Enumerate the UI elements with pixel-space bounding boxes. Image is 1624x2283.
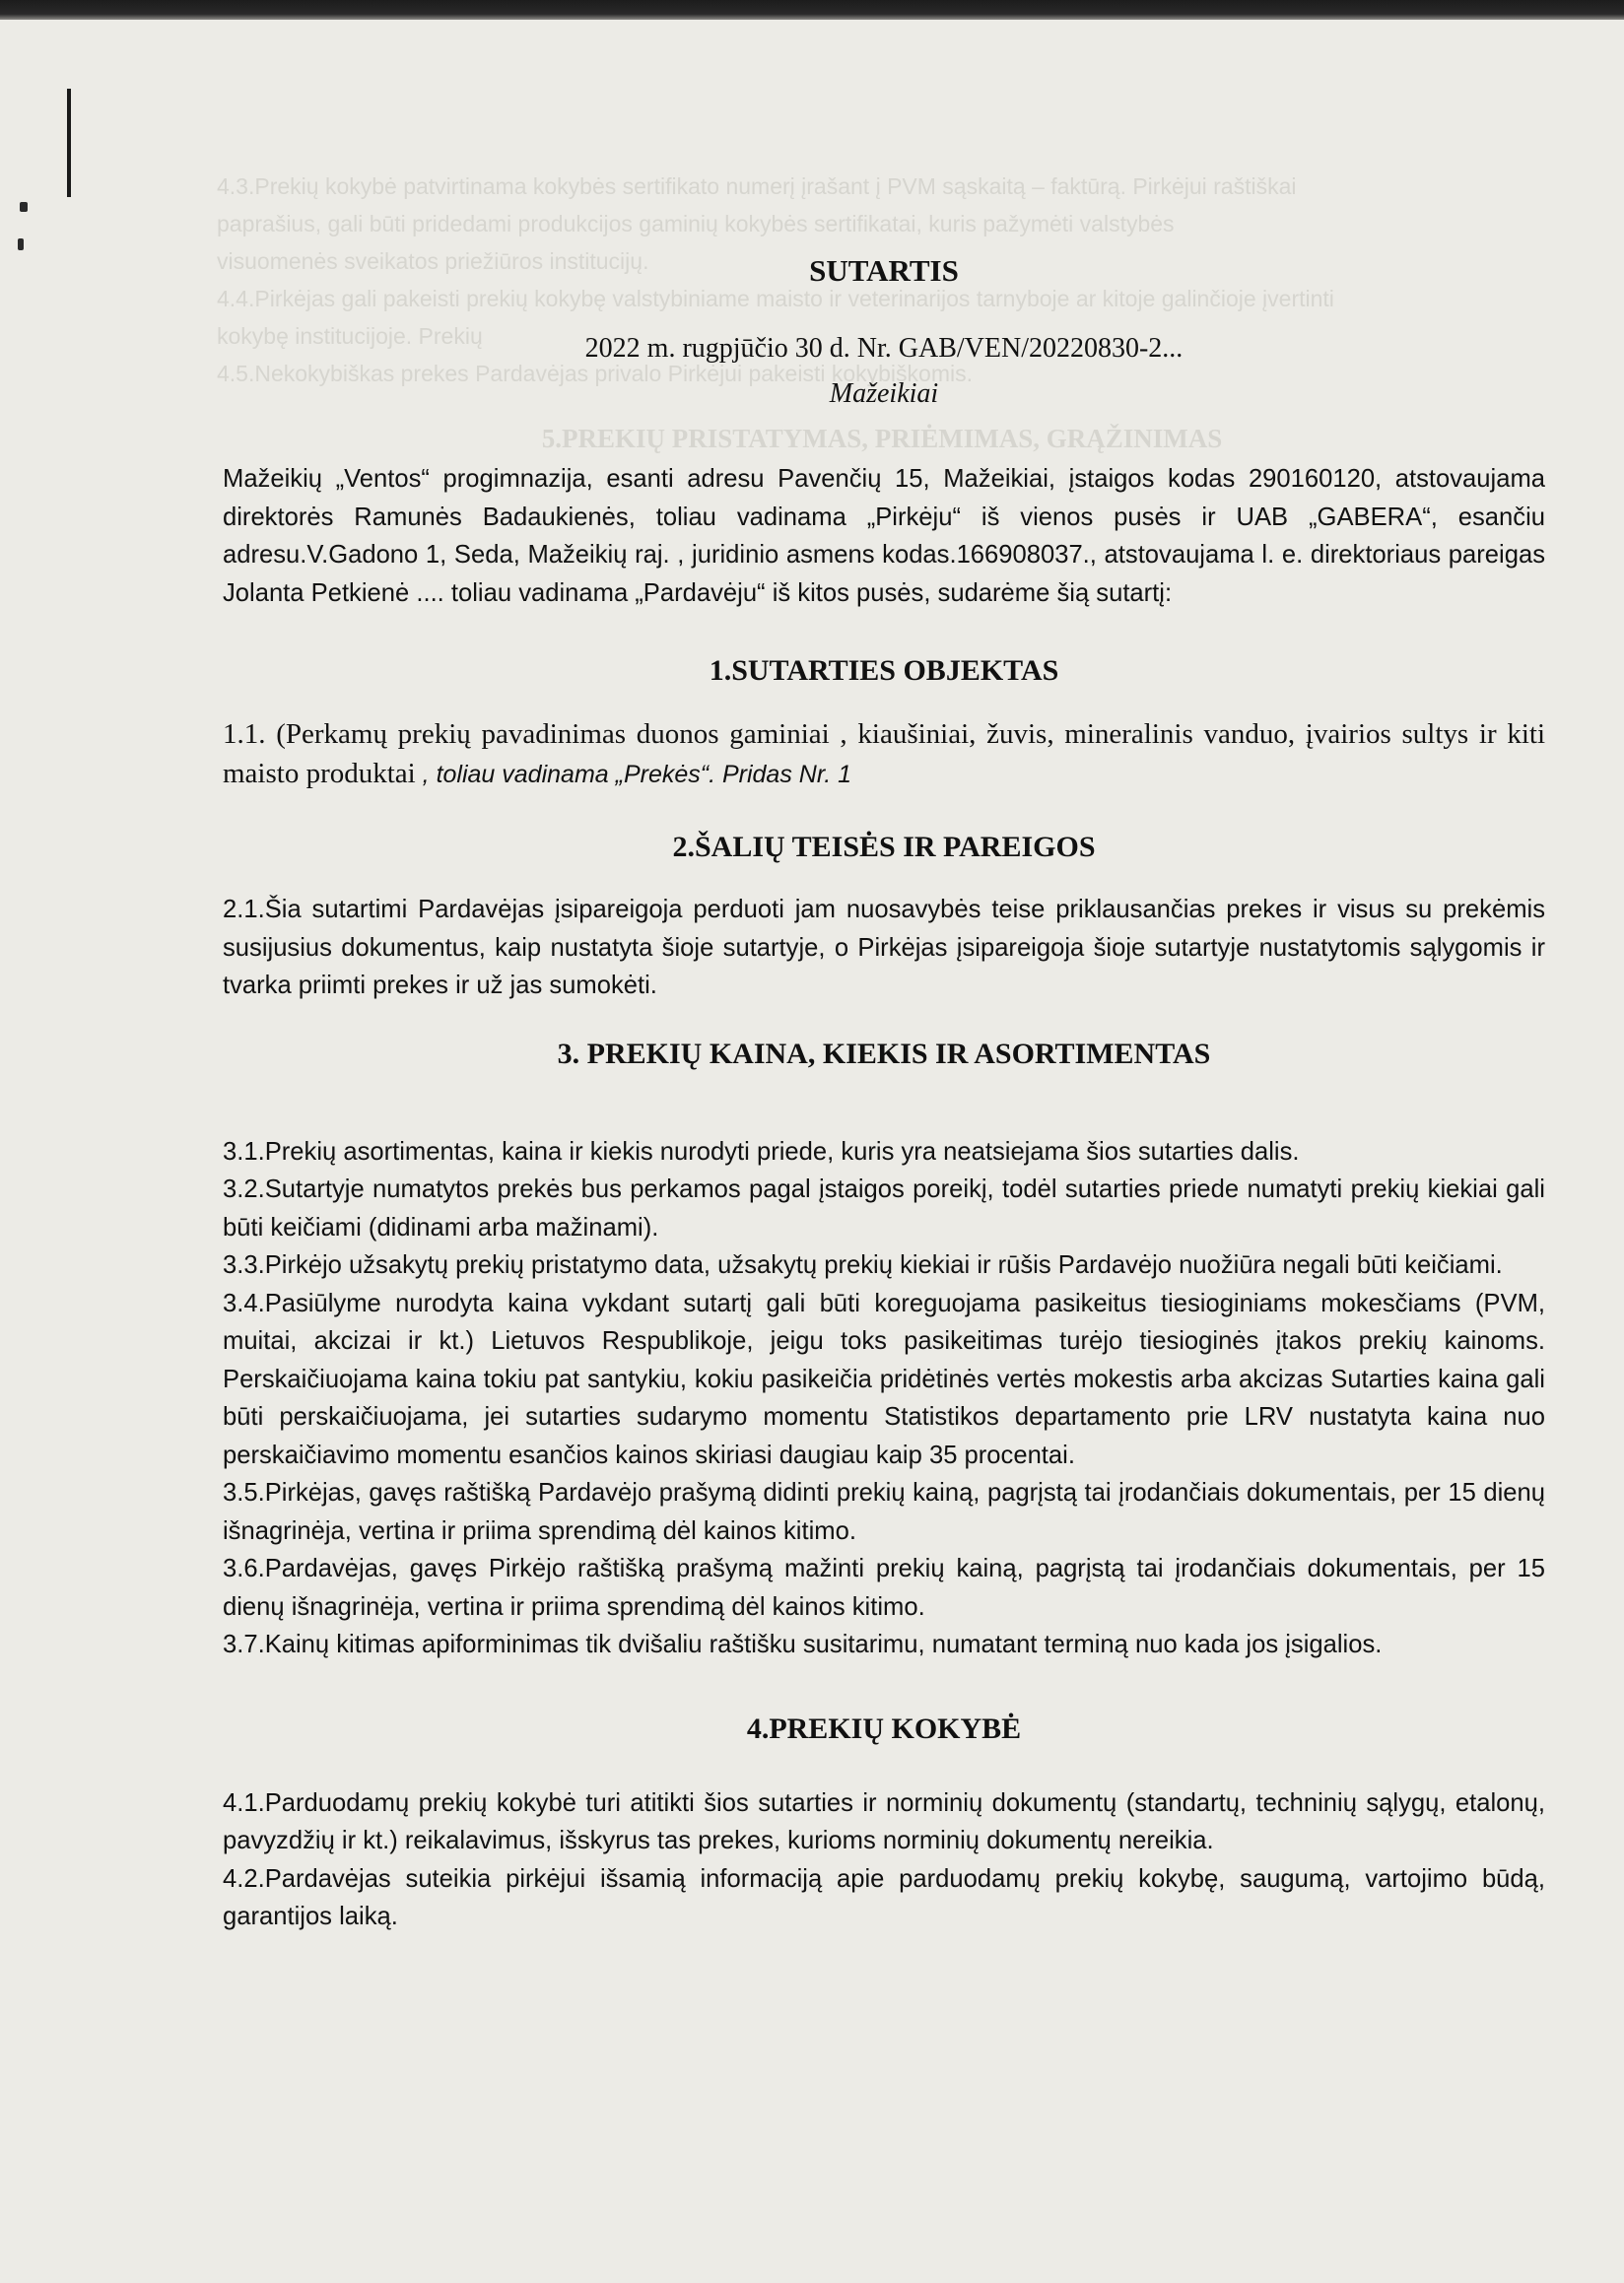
bleed-through-line: visuomenės sveikatos priežiūros institucijų. [217,248,649,274]
section-3-heading: 3. PREKIŲ KAINA, KIEKIS IR ASORTIMENTAS [557,1037,1211,1070]
section-4-heading: 4.PREKIŲ KOKYBĖ [746,1712,1022,1745]
contract-city: Mažeikiai [829,378,939,409]
clause-3-4: 3.4.Pasiūlyme nurodyta kaina vykdant sutartį gali būti koreguojama pasikeitus tiesioginiams mokesčiams (PVM, muitai, akcizai ir kt.) Lietuvos Respublikoje, jeigu toks pasikeitimas turėjo tiesioginės įtakos prekių kainoms. Perskaičiuojama kaina tokiu pat santykiu, kokiu pasikeičia pridėtinės vertės mokestis arba akcizas Sutarties kaina gali būti perskaičiuojama, jei sutarties sudarymo momentu Statistikos departamento prie LRV nustatyta kaina nuo perskaičiavimo momentu esančios kainos skiriasi daugiau kaip 35 procentai. [223,1289,1545,1469]
clause-3-1: 3.1.Prekių asortimentas, kaina ir kiekis nurodyti priede, kuris yra neatsiejama šios sutarties dalis. [223,1137,1300,1166]
clause-3-2: 3.2.Sutartyje numatytos prekės bus perkamos pagal įstaigos poreikį, todėl sutarties priede numatyti prekių kiekiai gali būti keičiami (didinami arba mažinami). [223,1175,1545,1242]
clause-1-1-italic: , toliau vadinama „Prekės“. Pridas Nr. 1 [415,761,852,788]
margin-pen-mark [67,89,71,197]
bleed-through-line: 4.5.Nekokybiškas prekes Pardavėjas privalo Pirkėjui pakeisti kokybiškomis. [217,361,973,386]
document-page [0,20,1624,2283]
clause-3-5: 3.5.Pirkėjas, gavęs raštišką Pardavėjo prašymą didinti prekių kainą, pagrįstą tai įrodančiais dokumentais, per 15 dienų išnagrinėja, vertina ir priima sprendimą dėl kainos kitimo. [223,1479,1545,1545]
clause-4-2: 4.2.Pardavėjas suteikia pirkėjui išsamią informaciją apie parduodamų prekių kokybę, saugumą, vartojimo būdą, garantijos laiką. [223,1864,1545,1930]
section-2-heading: 2.ŠALIŲ TEISĖS IR PAREIGOS [672,831,1096,863]
margin-dot [18,238,24,250]
clause-2-1: 2.1.Šia sutartimi Pardavėjas įsipareigoja perduoti jam nuosavybės teise priklausančias prekes ir visus su prekėmis susijusius dokumentus, kaip nustatyta šioje sutartyje, o Pirkėjas įsipareigoja šioje sutartyje nustatytomis sąlygomis ir tvarka priimti prekes ir už jas sumokėti. [223,896,1545,999]
clause-4-1: 4.1.Parduodamų prekių kokybė turi atitikti šios sutarties ir norminių dokumentų (standartų, techninių sąlygų, etalonų, pavyzdžių ir kt.) reikalavimus, išskyrus tas prekes, kurioms norminių dokumentų nereikia. [223,1788,1545,1854]
section-1-heading: 1.SUTARTIES OBJEKTAS [709,654,1059,687]
clause-3-6: 3.6.Pardavėjas, gavęs Pirkėjo raštišką prašymą mažinti prekių kainą, pagrįstą tai įrodančiais dokumentais, per 15 dienų išnagrinėja, vertina ir priima sprendimą dėl kainos kitimo. [223,1555,1545,1621]
bleed-through-line: 4.3.Prekių kokybė patvirtinama kokybės sertifikato numerį įrašant į PVM sąskaitą – faktūrą. Pirkėjui raštiškai [217,173,1297,199]
document-content [223,251,1545,1936]
contract-number-line: 2022 m. rugpjūčio 30 d. Nr. GAB/VEN/20220830-2... [584,333,1184,364]
clause-1-1-text: 1.1. (Perkamų prekių pavadinimas duonos gaminiai , kiaušiniai, žuvis, mineralinis vanduo, įvairios sultys ir kiti maisto produktai [223,718,1545,789]
clause-3-3: 3.3.Pirkėjo užsakytų prekių pristatymo data, užsakytų prekių kiekiai ir rūšis Pardavėjo nuožiūra negali būti keičiami. [223,1251,1503,1279]
contract-parties-paragraph: Mažeikių „Ventos“ progimnazija, esanti adresu Pavenčių 15, Mažeikiai, įstaigos kodas 290160120, atstovaujama direktorės Ramunės Badaukienės, toliau vadinama „Pirkėju“ iš vienos pusės ir UAB „GABERA“, esančiu adresu.V.Gadono 1, Seda, Mažeikių raj. , juridinio asmens kodas.166908037., atstovaujama l. e. direktoriaus pareigas Jolanta Petkienė .... toliau vadinama „Pardavėju“ iš kitos pusės, sudarėme šią sutartį: [223,465,1545,607]
bleed-through-line: kokybę institucijoje. Prekių [217,323,483,349]
document-title: SUTARTIS [809,253,959,288]
bleed-through-heading: 5.PREKIŲ PRISTATYMAS, PRIĖMIMAS, GRĄŽINIMAS [541,424,1223,453]
margin-dot [20,202,28,212]
bleed-through-line: paprašius, gali būti pridedami produkcijos gaminių kokybės sertifikatai, kuris pažymėti valstybės [217,211,1175,236]
bleed-through-line: 4.4.Pirkėjas gali pakeisti prekių kokybę valstybiniame maisto ir veterinarijos tarnyboje ar kitoje galinčioje įvertinti [217,286,1334,311]
clause-3-7: 3.7.Kainų kitimas apiforminimas tik dvišaliu raštišku susitarimu, numatant terminą nuo kada jos įsigalios. [223,1631,1383,1658]
clause-1-1 [223,714,1545,794]
